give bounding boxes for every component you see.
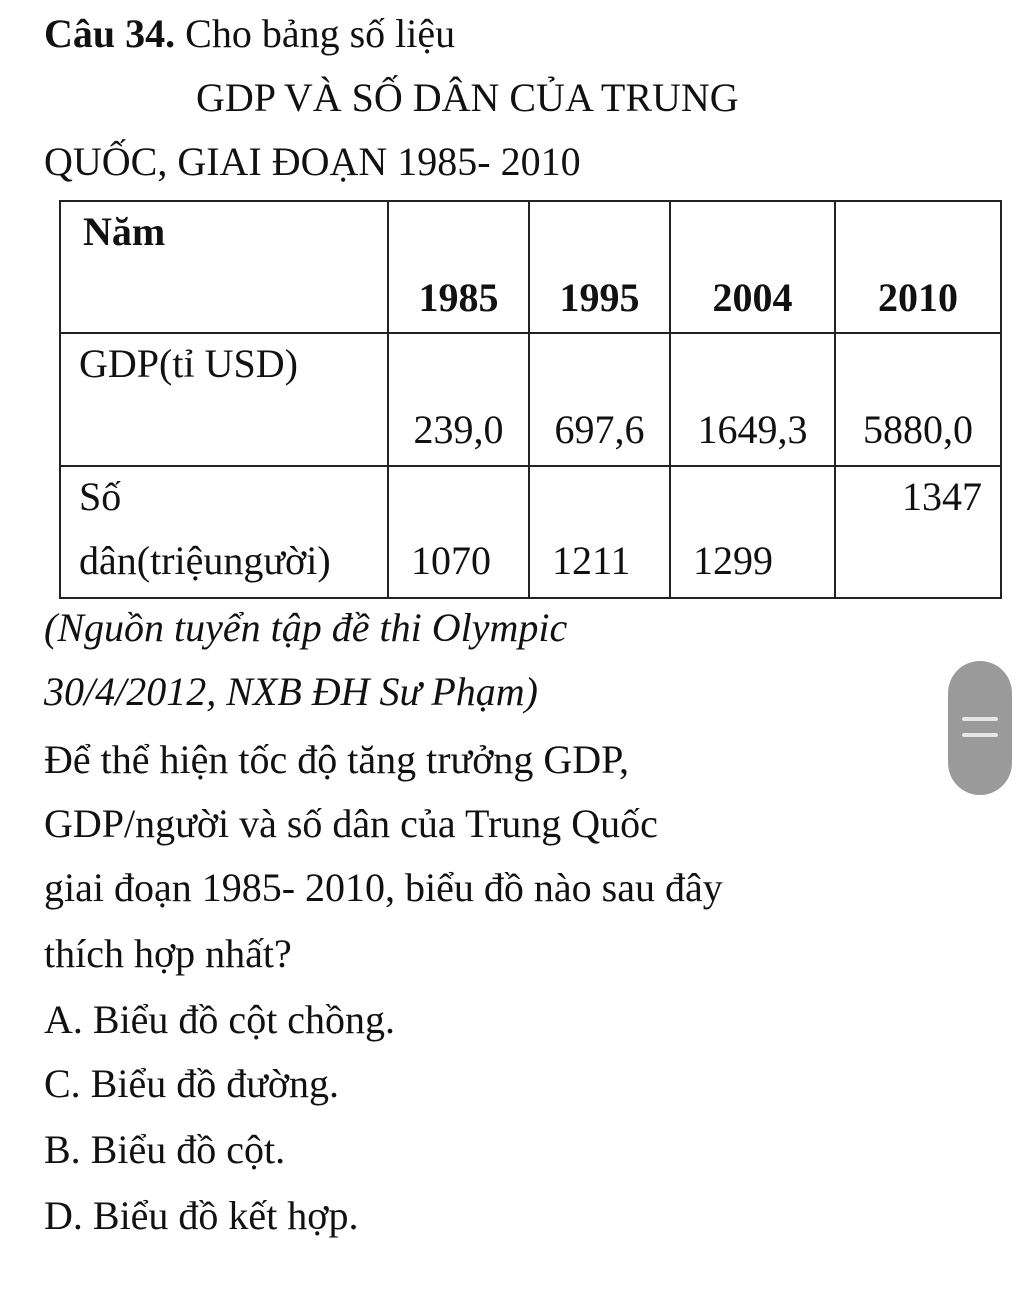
gdp-2004: 1649,3 xyxy=(697,407,808,452)
pop-cell xyxy=(835,466,1001,598)
pop-label-cell xyxy=(60,466,388,598)
year-cell xyxy=(388,201,529,333)
table-row-population xyxy=(60,466,1001,598)
year-cell xyxy=(835,201,1001,333)
option-d: D. Biểu đồ kết hợp. xyxy=(44,1193,359,1238)
pop-cell xyxy=(529,466,670,598)
gdp-cell xyxy=(388,333,529,466)
question-intro: Cho bảng số liệu xyxy=(175,11,456,56)
gdp-label-cell xyxy=(60,333,388,466)
prompt-line3: giai đoạn 1985- 2010, biểu đồ nào sau đây xyxy=(44,865,723,910)
year-1985: 1985 xyxy=(418,275,499,320)
source-line2: 30/4/2012, NXB ĐH Sư Phạm) xyxy=(44,669,539,714)
gdp-1985: 239,0 xyxy=(413,407,504,452)
gdp-cell xyxy=(670,333,835,466)
gdp-2010: 5880,0 xyxy=(863,407,973,452)
year-cell xyxy=(529,201,670,333)
table-title-line1: GDP VÀ SỐ DÂN CỦA TRUNG xyxy=(196,75,739,120)
prompt-line2: GDP/người và số dân của Trung Quốc xyxy=(44,801,658,846)
gdp-cell xyxy=(529,333,670,466)
pop-1985: 1070 xyxy=(411,538,491,583)
table-title-line2: QUỐC, GIAI ĐOẠN 1985- 2010 xyxy=(44,139,581,184)
drag-handle-icon[interactable] xyxy=(948,661,1012,795)
year-cell xyxy=(670,201,835,333)
pop-2010: 1347 xyxy=(902,474,982,519)
gdp-label: GDP(tỉ USD) xyxy=(79,341,298,386)
handle-bar-top xyxy=(962,717,998,721)
pop-cell xyxy=(670,466,835,598)
data-table xyxy=(59,200,1002,599)
year-1995: 1995 xyxy=(559,275,640,320)
option-a: A. Biểu đồ cột chồng. xyxy=(44,997,396,1042)
prompt-line1: Để thể hiện tốc độ tăng trưởng GDP, xyxy=(44,737,629,782)
prompt-line4: thích hợp nhất? xyxy=(44,931,292,976)
table-row-gdp xyxy=(60,333,1001,466)
pop-label-line1: Số xyxy=(79,474,122,519)
table-header-row xyxy=(60,201,1001,333)
source-line1: (Nguồn tuyển tập đề thi Olympic xyxy=(44,605,568,650)
gdp-1995: 697,6 xyxy=(554,407,645,452)
pop-2004: 1299 xyxy=(693,538,773,583)
pop-label-line2: dân(triệungười) xyxy=(79,538,331,583)
question-number: Câu 34. xyxy=(44,11,176,56)
question-heading xyxy=(44,10,455,58)
option-b: B. Biểu đồ cột. xyxy=(44,1127,286,1172)
gdp-cell xyxy=(835,333,1001,466)
year-2010: 2010 xyxy=(878,275,958,320)
pop-cell xyxy=(388,466,529,598)
header-label: Năm xyxy=(83,209,166,254)
year-2004: 2004 xyxy=(712,275,793,320)
header-label-cell xyxy=(60,201,388,333)
option-c: C. Biểu đồ đường. xyxy=(44,1061,340,1106)
handle-bar-bottom xyxy=(962,733,998,737)
pop-1995: 1211 xyxy=(552,538,631,583)
